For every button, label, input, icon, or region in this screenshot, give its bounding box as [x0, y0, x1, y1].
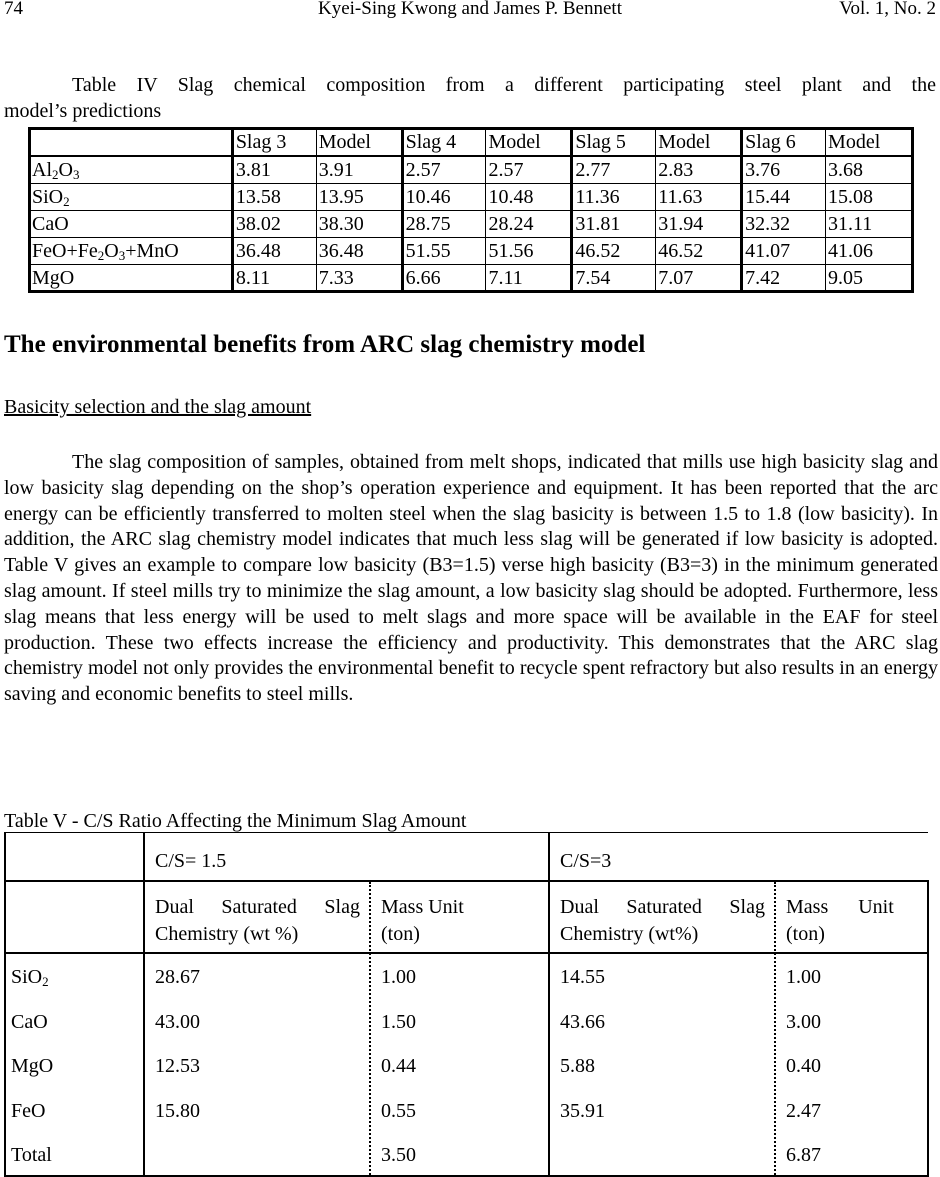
table5-group-cs3: C/S=3: [560, 850, 612, 872]
table4-caption-line2: model’s predictions: [4, 100, 162, 122]
table5-dotted-divider-1: [369, 882, 371, 1175]
table4-cell: 11.63: [656, 184, 742, 211]
table4-cell: 7.11: [486, 265, 572, 292]
table4-column-header: Slag 5: [572, 129, 656, 157]
table4-cell: 7.42: [742, 265, 826, 292]
table4-cell: 2.83: [656, 156, 742, 184]
table5-cell: 1.50: [381, 1010, 416, 1033]
table4-column-header: Slag 6: [742, 129, 826, 157]
table5-cell: 28.67: [155, 966, 200, 988]
table4-cell: 46.52: [572, 238, 656, 265]
table5-right-border: [927, 880, 929, 1177]
table4-cell: 51.56: [486, 238, 572, 265]
table5-cell: 3.00: [786, 1010, 821, 1033]
table4-cell: 3.76: [742, 156, 826, 184]
table4-cell: 9.05: [826, 265, 913, 292]
table4-cell: 31.11: [826, 211, 913, 238]
body-paragraph-text: The slag composition of samples, obtained from melt shops, indicated that mills use high basicity slag and low basicity slag depending on the shop’s operation experience and equipment. It has been reported that the arc energy can be efficiently transferred to molten steel when the slag basicity is between 1.5 to 1.8 (low basicity). In addition, the ARC slag chemistry model indicates that much less slag will be generated if low basicity is adopted. Table V gives an example to compare low basicity (B3=1.5) verse high basicity (B3=3) in the minimum generated slag amount. If steel mills try to minimize the slag amount, a low basicity slag should be adopted. Furthermore, less slag means that less energy will be used to melt slags and more space will be available in the EAF for steel production. These two effects increase the efficiency and productivity. This demonstrates that the ARC slag chemistry model not only provides the environmental benefit to recycle spent refractory but also results in an energy saving and economic benefits to steel mills.: [4, 451, 938, 706]
table4-cell: 31.81: [572, 211, 656, 238]
table4-column-header: Model: [826, 129, 913, 157]
table5-cell: 0.44: [381, 1055, 416, 1077]
table5-cell: 0.55: [381, 1099, 416, 1122]
table5-row-label: FeO: [11, 1099, 46, 1122]
table5-cell: 3.50: [381, 1144, 416, 1166]
table4-column-header: Model: [316, 129, 402, 157]
table4-cell: 31.94: [656, 211, 742, 238]
table5-left-border: [4, 832, 6, 1177]
table4-cell: 41.07: [742, 238, 826, 265]
table4-cell: 28.75: [402, 211, 486, 238]
table5-group-cs15: C/S= 1.5: [155, 850, 227, 872]
table4-cell: 13.95: [316, 184, 402, 211]
table5-sub-mass-1-line1: Mass Unit: [381, 896, 464, 918]
table5-divider-1: [143, 832, 145, 1177]
table4-cell: 6.66: [402, 265, 486, 292]
table4-cell: 10.46: [402, 184, 486, 211]
table5-row-label: MgO: [11, 1055, 54, 1077]
table4-cell: 13.58: [232, 184, 316, 211]
table5-cell: 1.00: [381, 966, 416, 988]
table4-cell: 2.77: [572, 156, 656, 184]
table4-cell: 41.06: [826, 238, 913, 265]
table4-cell: 15.44: [742, 184, 826, 211]
table5-cell: 14.55: [560, 966, 605, 988]
table5-sub-mass-1-line2: (ton): [381, 923, 420, 945]
table4-column-header: Slag 3: [232, 129, 316, 157]
table4-cell: 2.57: [402, 156, 486, 184]
section-heading: The environmental benefits from ARC slag chemistry model: [4, 331, 646, 358]
table5-sub-chem-2-line2: Chemistry (wt%): [560, 923, 699, 945]
table4-cell: 11.36: [572, 184, 656, 211]
table4-column-header: Model: [656, 129, 742, 157]
table5-row-label: SiO$_2$: [11, 966, 49, 989]
table4-row-label: $Al_2O_3$: [30, 156, 233, 184]
table5-dotted-divider-2: [774, 882, 776, 1175]
table5-cell: 1.00: [786, 966, 821, 988]
table4-row-label: CaO: [30, 211, 233, 238]
table5-sub-mass-2-line2: (ton): [786, 923, 825, 945]
table4-cell: 2.57: [486, 156, 572, 184]
table5-sub-chem-2-line1: Dual Saturated Slag: [560, 896, 765, 918]
table4-cell: 38.30: [316, 211, 402, 238]
table5-cell: 2.47: [786, 1099, 821, 1122]
table4-cell: 7.33: [316, 265, 402, 292]
table4-cell: 51.55: [402, 238, 486, 265]
table5-cell: 5.88: [560, 1055, 595, 1077]
table5-cell: 43.66: [560, 1010, 605, 1033]
table4-cell: 36.48: [316, 238, 402, 265]
table4-row-label: SiO$_2$: [30, 184, 233, 211]
table5-cell: 15.80: [155, 1099, 200, 1122]
table4-column-header: Slag 4: [402, 129, 486, 157]
table5-cell: 0.40: [786, 1055, 821, 1077]
table5-caption: Table V - C/S Ratio Affecting the Minimum Slag Amount: [4, 810, 467, 832]
table4-cell: 7.07: [656, 265, 742, 292]
table5-cell: 6.87: [786, 1144, 821, 1166]
table4-cell: 46.52: [656, 238, 742, 265]
table5-sub-chem-1-line2: Chemistry (wt %): [155, 923, 299, 945]
table4-cell: 32.32: [742, 211, 826, 238]
table4-cell: 8.11: [232, 265, 316, 292]
page-number: 74: [4, 0, 23, 19]
table4-cell: 3.81: [232, 156, 316, 184]
table4-column-header: Model: [486, 129, 572, 157]
table5-cell: 12.53: [155, 1055, 200, 1077]
table4-cell: 15.08: [826, 184, 913, 211]
table5-sub-mass-2-line1: Mass Unit: [786, 896, 894, 918]
table5-divider-2: [548, 832, 550, 1177]
table4-row-label: $FeO+Fe_2O_3+MnO$: [30, 238, 233, 265]
table4-row-label: MgO: [30, 265, 233, 292]
table5-cell: 43.00: [155, 1010, 200, 1033]
table4-cell: 10.48: [486, 184, 572, 211]
table4-cell: 3.91: [316, 156, 402, 184]
table4-cell: 36.48: [232, 238, 316, 265]
table5-sub-chem-1-line1: Dual Saturated Slag: [155, 896, 360, 918]
table4-cell: 7.54: [572, 265, 656, 292]
running-header-volume: Vol. 1, No. 2: [839, 0, 936, 19]
table5-row-label: CaO: [11, 1010, 48, 1033]
table5-row-label: Total: [11, 1144, 52, 1166]
subsection-heading: Basicity selection and the slag amount: [4, 396, 312, 418]
table4-caption-line1: Table IV Slag chemical composition from a different participating steel plant and the: [72, 74, 936, 96]
table5-cell: 35.91: [560, 1099, 605, 1122]
table4-cell: 28.24: [486, 211, 572, 238]
table4-cell: 3.68: [826, 156, 913, 184]
table4-cell: 38.02: [232, 211, 316, 238]
running-header-authors: Kyei-Sing Kwong and James P. Bennett: [318, 0, 622, 19]
